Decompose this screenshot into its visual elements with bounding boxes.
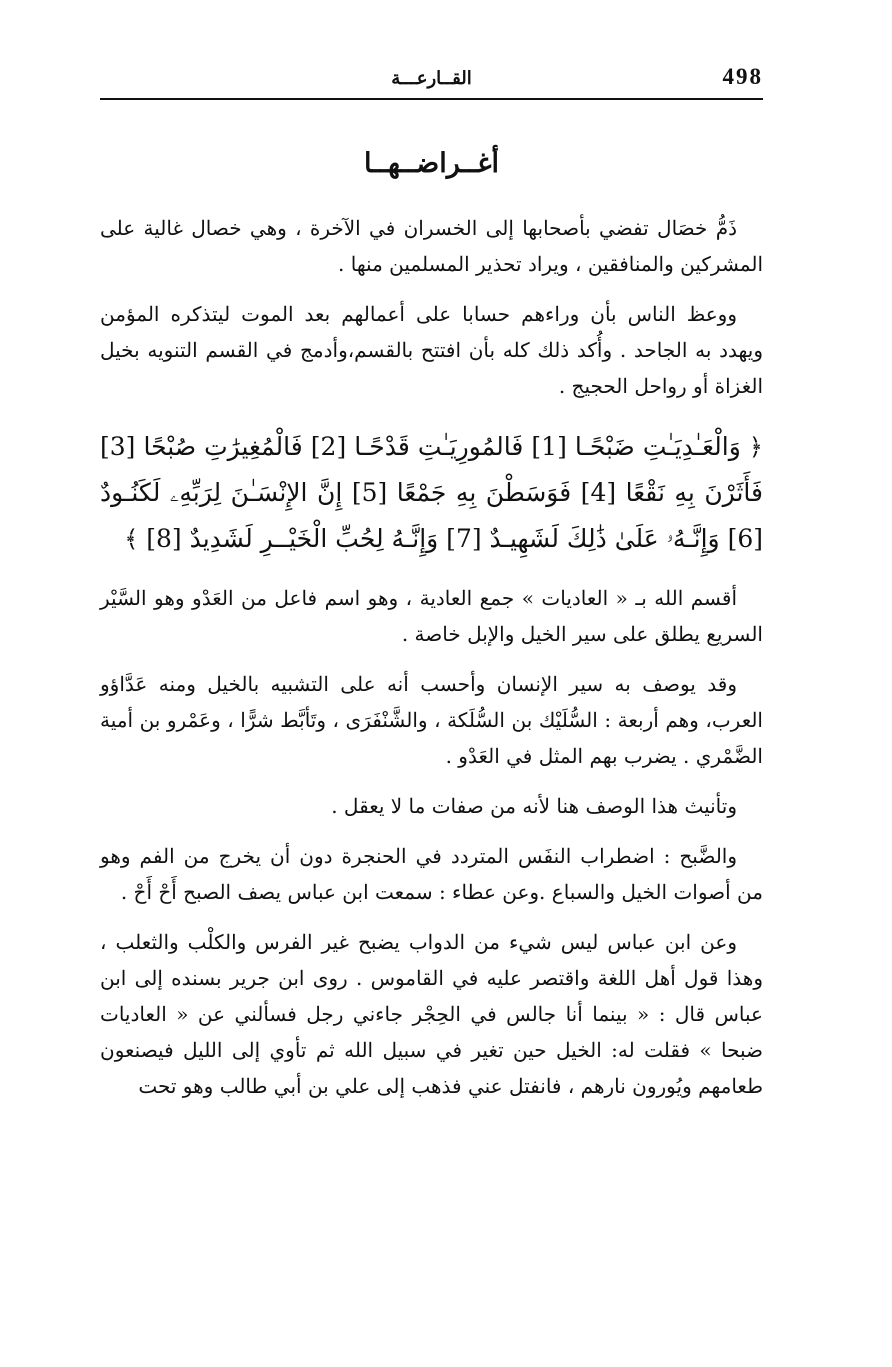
page-header [100,58,763,100]
paragraph: والضَّبح : اضطراب النفَس المتردد في الحنجرة دون أن يخرج من الفم وهو من أصوات الخيل والسباع .وعن عطاء : سمعت ابن عباس يصف الصبح أَحْ أَحْ . [100,844,763,904]
paragraph: وعن ابن عباس ليس شيء من الدواب يضبح غير الفرس والكلْب والثعلب ، وهذا قول أهل اللغة واقتصر عليه في القاموس . روى ابن جرير بسنده إلى ابن عباس قال : « بينما أنا جالس في الحِجْر جاءني رجل فسألني عن « العاديات ضبحا » فقلت له: الخيل حين تغير في سبيل الله ثم تأوي إلى الليل فيصنعون طعامهم ويُورون نارهم ، فانفتل عني فذهب إلى علي بن أبي طالب وهو تحت [100,930,763,1098]
section-title: أغــراضــهــا [363,148,500,179]
paragraph: وقد يوصف به سير الإنسان وأحسب أنه على التشبيه بالخيل ومنه عَدَّاؤو العرب، وهم أربعة : السُّلَيْك بن السُّلَكة ، والشَّنْفَرَى ، وتَأبَّط شرًّا ، وعَمْرو بن أمية الضَّمْري . يضرب بهم المثل في العَدْو . [100,672,763,768]
paragraph: أقسم الله بـ « العاديات » جمع العادية ، وهو اسم فاعل من العَدْو وهو السَّيْر السريع يطلق على سير الخيل والإبل خاصة . [100,586,763,646]
paragraph: ذَمُّ خصَال تفضي بأصحابها إلى الخسران في الآخرة ، وهي خصال غالية على المشركين والمنافقين ، ويراد تحذير المسلمين منها . [100,216,763,276]
paragraph: ووعظ الناس بأن وراءهم حسابا على أعمالهم بعد الموت ليتذكره المؤمن ويهدد به الجاحد . وأُكد ذلك كله بأن افتتح بالقسم،وأدمج في القسم التنويه بخيل الغزاة أو رواحل الحجيج . [100,302,763,398]
page-body [100,210,763,1118]
running-title: القــارعـــة [391,68,472,89]
paragraph: وتأنيث هذا الوصف هنا لأنه من صفات ما لا يعقل . [331,794,737,818]
verse-open-bracket: ﴿ [748,433,763,461]
quran-verse [100,424,763,562]
verse-text: وَالْعَـٰدِيَـٰتِ ضَبْحًـا [1] فَالمُورِيَـٰتِ قَدْحًـا [2] فَالْمُغِيرَٰتِ صُبْحًا [3] فَأَثَرْنَ بِهِ نَقْعًا [4] فَوَسَطْنَ بِهِ جَمْعًا [5] إِنَّ الإِنْسَـٰنَ لِرَبِّهِۦ لَكَنُـودٌ [6] وَإِنَّـهُۥ عَلَىٰ ذَٰلِكَ لَشَهِيـدٌ [7] وَإِنَّـهُ لِحُبِّ الْخَيْــرِ لَشَدِيدٌ [8] [100,432,764,553]
page-number: 498 [722,64,763,89]
verse-close-bracket: ﴾ [124,525,139,553]
